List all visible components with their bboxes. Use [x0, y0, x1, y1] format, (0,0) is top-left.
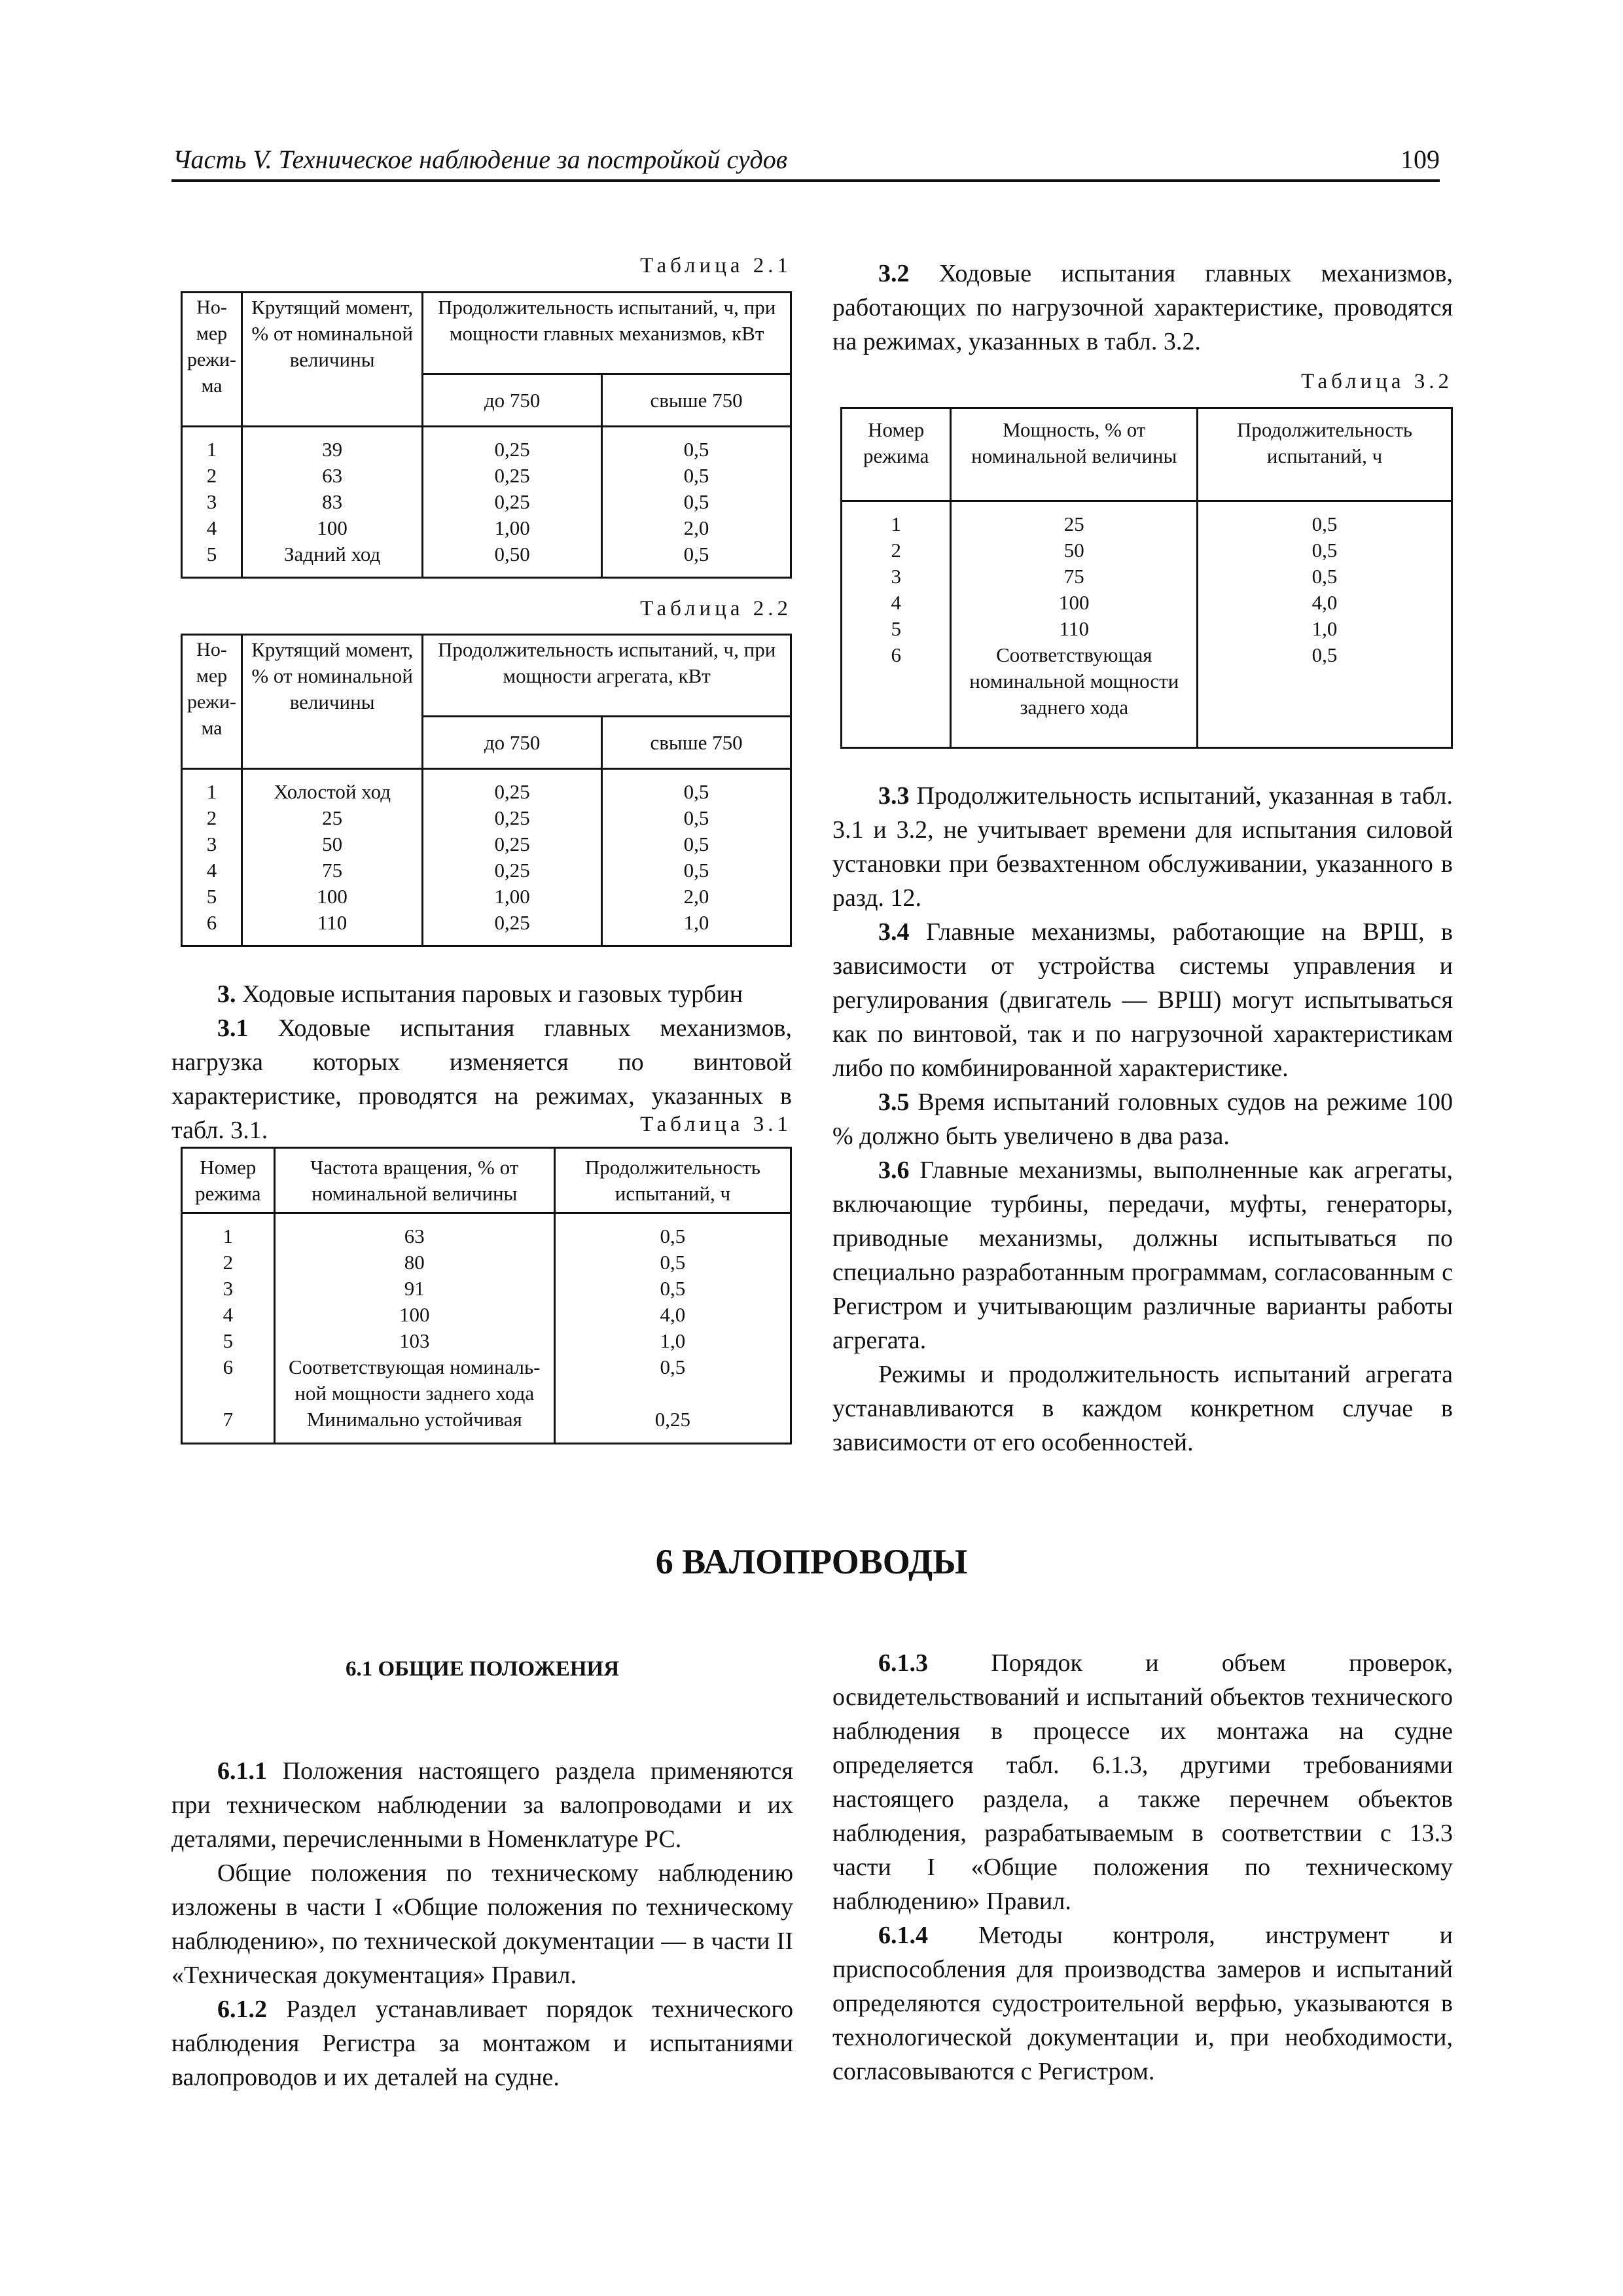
clause-text: Ходовые испытания главных механизмов, работающих по нагрузочной характеристике, проводятся на режимах, указанных в табл. 3.2.: [832, 260, 1453, 355]
table-header-cell: Продолжительность испытаний, ч: [1198, 408, 1452, 501]
table-cell: 1 2 3 4 5 6: [182, 769, 242, 946]
table-2-2-caption: Таблица 2.2: [640, 597, 792, 620]
clause-text: Время испытаний головных судов на режиме 100 % должно быть увеличено в два раза.: [832, 1088, 1453, 1150]
table-header-cell: Номер режима: [182, 1148, 275, 1213]
table-cell: 1 2 3 4 5 6: [842, 501, 951, 748]
table-header-cell: Номер режима: [842, 408, 951, 501]
table-header-cell: Частота вращения, % от номинальной величины: [274, 1148, 554, 1213]
clause-number: 6.1.2: [217, 1996, 267, 2023]
table-header-cell: до 750: [423, 374, 602, 427]
clause-text: Общие положения по техническому наблюдению изложены в части I «Общие положения по техническому наблюдению», по технической документации — в части II «Техническая документация» Правил.: [171, 1859, 793, 1989]
table-cell: 1 2 3 4 5: [182, 427, 242, 578]
section-6-title: 6 ВАЛОПРОВОДЫ: [655, 1542, 968, 1581]
page-header: [171, 139, 1440, 182]
clause-text: Главные механизмы, работающие на ВРШ, в зависимости от устройства системы управления и регулирования (двигатель — ВРШ) могут испытываться как по винтовой, так и по нагрузочной характеристикам либо по комбинированной характеристике.: [832, 918, 1453, 1082]
table-header-cell: Крутящий момент, % от номинальной величины: [241, 293, 422, 427]
clause-number: 3.5: [878, 1088, 910, 1116]
table-cell: 39 63 83 100 Задний ход: [241, 427, 422, 578]
table-cell: 0,25 0,25 0,25 0,25 1,00 0,25: [423, 769, 602, 946]
table-header-cell: Продолжительность испытаний, ч, при мощности главных механизмов, кВт: [423, 293, 791, 374]
table-header-cell: свыше 750: [602, 374, 791, 427]
section-6-right-column: [832, 1646, 1453, 2089]
table-3-2: [840, 407, 1453, 749]
clause-text: Продолжительность испытаний, указанная в табл. 3.1 и 3.2, не учитывает времени для испытания силовой установки при безвахтенном обслуживании, указанного в разд. 12.: [832, 782, 1453, 912]
table-3-2-caption: Таблица 3.2: [1301, 370, 1453, 393]
table-header-cell: Мощность, % от номинальной величины: [951, 408, 1198, 501]
clause-text: Режимы и продолжительность испытаний агрегата устанавливаются в каждом конкретном случае в зависимости от его особенностей.: [832, 1361, 1453, 1456]
clause-number: 6.1.3: [878, 1649, 928, 1677]
clause-number: 6.1.1: [217, 1757, 267, 1785]
table-cell: 25 50 75 100 110 Соответствующая номинальной мощности заднего хода: [951, 501, 1198, 748]
table-header-cell: Продолжительность испытаний, ч: [554, 1148, 791, 1213]
clause-number: 3.1: [217, 1014, 249, 1042]
table-header-cell: до 750: [423, 717, 602, 769]
header-title: Часть V. Техническое наблюдение за постройкой судов: [173, 145, 788, 174]
section-number: 3.: [217, 980, 236, 1008]
table-2-1-caption: Таблица 2.1: [640, 254, 792, 278]
section-6-left-column: [171, 1754, 793, 2094]
clause-3-2: [832, 257, 1453, 359]
table-3-1: [181, 1147, 792, 1444]
table-header-cell: Крутящий момент, % от номинальной величины: [241, 635, 422, 769]
clause-text: Главные механизмы, выполненные как агрегаты, включающие турбины, передачи, муфты, генераторы, приводные механизмы, должны испытываться по специально разработанным программам, согласованным с Регистром и учитывающим различные варианты работы агрегата.: [832, 1157, 1453, 1354]
table-cell: 0,5 0,5 0,5 4,0 1,0 0,5: [1198, 501, 1452, 748]
table-cell: 0,5 0,5 0,5 4,0 1,0 0,5 0,25: [554, 1213, 791, 1444]
clause-number: 3.3: [878, 782, 910, 810]
clause-number: 3.4: [878, 918, 910, 946]
table-cell: 0,25 0,25 0,25 1,00 0,50: [423, 427, 602, 578]
clause-number: 3.6: [878, 1157, 910, 1184]
table-cell: 0,5 0,5 0,5 0,5 2,0 1,0: [602, 769, 791, 946]
table-cell: 1 2 3 4 5 6 7: [182, 1213, 275, 1444]
section-title: Ходовые испытания паровых и газовых турбин: [236, 980, 743, 1008]
table-header-cell: свыше 750: [602, 717, 791, 769]
clause-text: Положения настоящего раздела применяются при техническом наблюдении за валопроводами и их деталями, перечисленными в Номенклатуре РС.: [171, 1757, 793, 1853]
clause-text: Раздел устанавливает порядок технического наблюдения Регистра за монтажом и испытаниями валопроводов и их деталей на судне.: [171, 1996, 793, 2091]
clause-number: 3.2: [878, 260, 910, 287]
table-cell: Холостой ход 25 50 75 100 110: [241, 769, 422, 946]
clause-text: Методы контроля, инструмент и приспособления для производства замеров и испытаний определяются судостроительной верфью, указываются в технологической документации и, при необходимости, согласовываются с Регистром.: [832, 1922, 1453, 2085]
table-2-1: [181, 291, 792, 579]
clause-text: Ходовые испытания главных механизмов, нагрузка которых изменяется по винтовой характеристике, проводятся на режимах, указанных в табл. 3.1.: [171, 1014, 792, 1144]
table-header-cell: Но-мер режи-ма: [182, 293, 242, 427]
clauses-3-3-to-3-6: [832, 779, 1453, 1460]
table-cell: 63 80 91 100 103 Соответствующая номиналь-ной мощности заднего хода Минимально устойчивая: [274, 1213, 554, 1444]
table-header-cell: Продолжительность испытаний, ч, при мощности агрегата, кВт: [423, 635, 791, 717]
clause-number: 6.1.4: [878, 1922, 928, 1949]
table-cell: 0,5 0,5 0,5 2,0 0,5: [602, 427, 791, 578]
subsection-6-1-title: 6.1 ОБЩИЕ ПОЛОЖЕНИЯ: [345, 1657, 620, 1681]
table-header-cell: Но-мер режи-ма: [182, 635, 242, 769]
page-number: 109: [1400, 145, 1440, 174]
table-2-2: [181, 634, 792, 947]
clause-text: Порядок и объем проверок, освидетельствований и испытаний объектов технического наблюдения в процессе их монтажа на судне определяется табл. 6.1.3, другими требованиями настоящего раздела, а также перечнем объектов наблюдения, разрабатываемым в соответствии с 13.3 части I «Общие положения по техническому наблюдению» Правил.: [832, 1649, 1453, 1915]
table-3-1-caption: Таблица 3.1: [640, 1113, 792, 1136]
